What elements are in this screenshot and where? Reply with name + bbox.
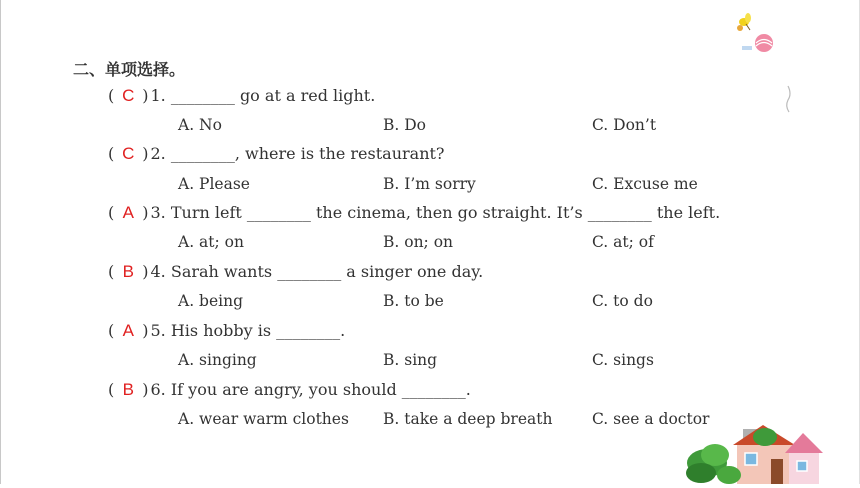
question-stem: 3. Turn left ________ the cinema, then go straight. It’s ________ the left. — [150, 203, 721, 222]
question-row — [108, 203, 720, 225]
paren-open: ( — [108, 86, 115, 105]
answer-mark: B — [122, 262, 134, 281]
question-row — [108, 380, 471, 402]
answer-mark: C — [122, 86, 135, 105]
option-b: B. to be — [383, 292, 444, 310]
answer-mark: A — [122, 321, 134, 340]
option-a: A. at; on — [178, 233, 244, 251]
question-row — [108, 262, 483, 284]
answer-mark: A — [122, 203, 134, 222]
option-c: C. Excuse me — [592, 175, 698, 193]
paren-close: ) — [142, 86, 149, 105]
question-stem: 1. ________ go at a red light. — [150, 86, 376, 105]
house-trees-icon — [685, 415, 845, 488]
option-c: C. see a doctor — [592, 410, 710, 428]
butterfly-flower-icon — [728, 8, 778, 58]
paren-close: ) — [142, 144, 149, 163]
question-row — [108, 86, 375, 108]
paren-close: ) — [142, 262, 149, 281]
paren-close: ) — [142, 321, 149, 340]
question-row — [108, 144, 445, 166]
option-b: B. take a deep breath — [383, 410, 553, 428]
option-c: C. to do — [592, 292, 653, 310]
paren-close: ) — [142, 203, 149, 222]
option-c: C. at; of — [592, 233, 654, 251]
option-c: C. sings — [592, 351, 654, 369]
paren-open: ( — [108, 144, 115, 163]
question-stem: 2. ________, where is the restaurant? — [150, 144, 445, 163]
answer-mark: C — [122, 144, 135, 163]
option-a: A. being — [178, 292, 244, 310]
margin-mark-icon — [784, 84, 794, 118]
option-b: B. sing — [383, 351, 438, 369]
option-c: C. Don’t — [592, 116, 657, 134]
option-b: B. I’m sorry — [383, 175, 476, 193]
paren-close: ) — [142, 380, 149, 399]
question-row — [108, 321, 345, 343]
question-stem: 4. Sarah wants ________ a singer one day. — [150, 262, 484, 281]
question-stem: 5. His hobby is ________. — [150, 321, 346, 340]
paren-open: ( — [108, 321, 115, 340]
option-b: B. on; on — [383, 233, 454, 251]
answer-mark: B — [122, 380, 134, 399]
option-a: A. wear warm clothes — [178, 410, 349, 428]
option-b: B. Do — [383, 116, 427, 134]
page-frame-left — [0, 0, 1, 484]
paren-open: ( — [108, 380, 115, 399]
option-a: A. No — [178, 116, 222, 134]
paren-open: ( — [108, 262, 115, 281]
option-a: A. Please — [178, 175, 250, 193]
section-title: 二、单项选择。 — [73, 60, 186, 79]
question-stem: 6. If you are angry, you should ________. — [150, 380, 471, 399]
option-a: A. singing — [178, 351, 257, 369]
paren-open: ( — [108, 203, 115, 222]
